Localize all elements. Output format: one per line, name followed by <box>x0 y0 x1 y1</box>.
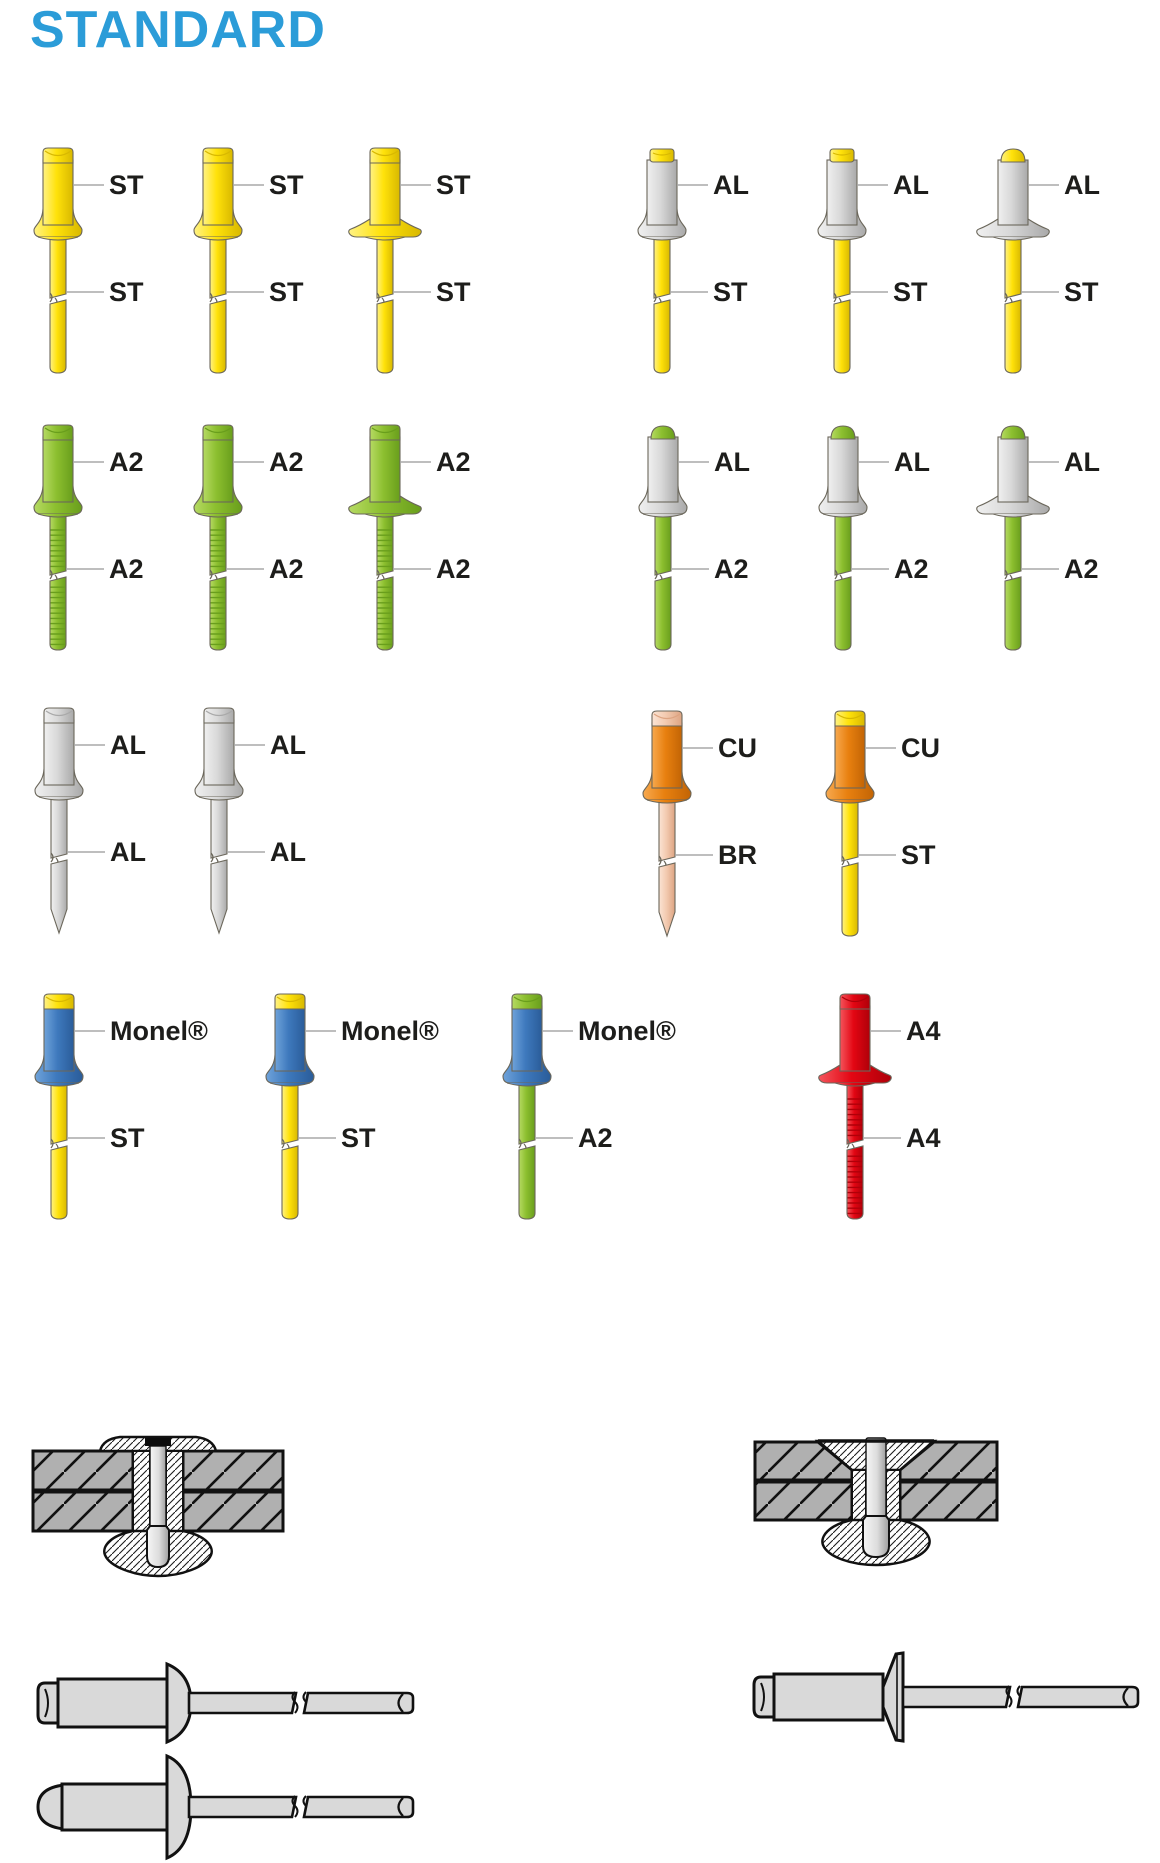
rivet-body <box>648 437 678 502</box>
rivet-body <box>998 437 1028 502</box>
rivet-stem-end <box>210 300 226 373</box>
mandrel-head-dome <box>1001 149 1025 162</box>
flange-lip <box>39 1083 79 1086</box>
material-label-body: AL <box>110 730 146 760</box>
rivet-AL-ST <box>818 149 929 373</box>
rivet-stem <box>842 796 858 861</box>
flange-lip <box>39 797 79 800</box>
rivet-A2-A2 <box>194 425 304 650</box>
rivet-body-side <box>62 1784 167 1830</box>
rivet-body <box>44 1006 74 1071</box>
material-label-stem: ST <box>713 277 748 307</box>
mandrel-stem-side <box>304 1693 413 1713</box>
rivet-sleeve-section <box>852 1470 866 1520</box>
rivet-stem-end <box>655 577 671 650</box>
flange-lip <box>198 237 238 240</box>
rivet-body <box>835 723 865 788</box>
rivet-body <box>204 720 234 785</box>
mandrel-head-dome <box>651 426 675 439</box>
rivet-stem <box>655 510 671 575</box>
plate-hatch <box>183 1451 283 1490</box>
mandrel-stem-side <box>903 1687 1010 1707</box>
page-title: STANDARD <box>30 1 326 59</box>
flange-lip <box>643 514 683 517</box>
material-label-stem: A2 <box>894 554 929 584</box>
material-label-body: ST <box>269 170 304 200</box>
side-view-dome-head-large-flange <box>38 1756 413 1858</box>
rivet-A2-A2 <box>34 425 144 650</box>
rivet-stem-end <box>282 1146 298 1219</box>
rivet-stem <box>659 796 675 861</box>
mandrel-head-side <box>38 1785 64 1829</box>
rivet-AL-AL <box>195 708 306 933</box>
rivet-sleeve-section <box>166 1451 183 1531</box>
rivet-stem <box>377 233 393 298</box>
rivet-stem-end <box>51 860 67 933</box>
material-label-body: A2 <box>269 447 304 477</box>
material-label-body: Monel® <box>341 1016 439 1046</box>
flange-dome-side <box>167 1756 191 1858</box>
rivet-stem-end <box>211 860 227 933</box>
material-label-stem: A4 <box>906 1123 941 1153</box>
rivet-AL-A2 <box>977 426 1100 650</box>
material-label-body: A2 <box>436 447 471 477</box>
mandrel-head-section <box>147 1526 169 1567</box>
rivet-stem <box>654 233 670 298</box>
plate-hatch <box>183 1492 283 1531</box>
rivet-AL-ST <box>638 149 749 373</box>
cross-section-dome-head <box>33 1437 283 1576</box>
rivet-Monel-A2 <box>503 994 676 1219</box>
rivet-body <box>840 1006 870 1071</box>
flange-lip <box>270 1083 310 1086</box>
mandrel-stem-side <box>189 1797 296 1817</box>
material-label-body: ST <box>436 170 471 200</box>
flange-lip <box>830 800 870 803</box>
flange-lip <box>835 1083 875 1086</box>
material-label-body: A4 <box>906 1016 941 1046</box>
rivet-AL-ST <box>977 149 1100 373</box>
rivet-body <box>828 437 858 502</box>
material-label-body: AL <box>713 170 749 200</box>
material-label-stem: ST <box>901 840 936 870</box>
material-label-body: AL <box>894 447 930 477</box>
flange-lip <box>647 800 687 803</box>
material-label-body: ST <box>109 170 144 200</box>
material-label-stem: AL <box>110 837 146 867</box>
material-label-body: AL <box>270 730 306 760</box>
flange-lip <box>823 514 863 517</box>
material-label-body: AL <box>714 447 750 477</box>
flange-countersunk-side <box>883 1653 903 1741</box>
mandrel-stem-section <box>866 1438 886 1516</box>
rivet-body <box>44 720 74 785</box>
rivet-body <box>370 437 400 502</box>
rivet-CU-BR <box>643 711 757 936</box>
rivet-sleeve-section <box>886 1470 900 1520</box>
rivet-ST-ST <box>34 148 144 373</box>
plate-hatch <box>755 1482 852 1520</box>
material-label-stem: ST <box>893 277 928 307</box>
rivet-stem <box>834 233 850 298</box>
rivet-stem-end <box>519 1146 535 1219</box>
rivet-stem-end <box>51 1146 67 1219</box>
rivet-stem <box>519 1079 535 1144</box>
rivet-stem-end <box>1005 300 1021 373</box>
rivet-stem <box>51 1079 67 1144</box>
material-label-stem: A2 <box>269 554 304 584</box>
rivet-body <box>998 160 1028 225</box>
rivet-stem <box>211 793 227 858</box>
flange-lip <box>38 514 78 517</box>
rivet-body <box>203 437 233 502</box>
rivet-ST-ST <box>349 148 471 373</box>
material-label-stem: ST <box>110 1123 145 1153</box>
material-label-body: AL <box>1064 170 1100 200</box>
flange-lip <box>507 1083 547 1086</box>
material-label-stem: A2 <box>436 554 471 584</box>
side-view-countersunk-head <box>754 1653 1138 1741</box>
material-label-stem: ST <box>109 277 144 307</box>
flange-lip <box>365 237 405 240</box>
mandrel-head-dome <box>831 426 855 439</box>
rivet-CU-ST <box>826 711 940 936</box>
rivet-body <box>43 437 73 502</box>
plate-hatch <box>900 1482 997 1520</box>
rivet-stem <box>377 510 393 575</box>
rivet-stem-end <box>835 577 851 650</box>
rivet-stem <box>50 510 66 575</box>
material-label-stem: ST <box>1064 277 1099 307</box>
flange-lip <box>993 237 1033 240</box>
material-label-stem: BR <box>718 840 757 870</box>
material-label-body: A2 <box>109 447 144 477</box>
rivet-body-side <box>774 1674 883 1720</box>
rivet-AL-AL <box>35 708 146 933</box>
rivet-body <box>647 160 677 225</box>
material-label-body: Monel® <box>578 1016 676 1046</box>
rivet-AL-A2 <box>819 426 930 650</box>
rivet-stem <box>1005 510 1021 575</box>
material-label-body: AL <box>893 170 929 200</box>
mandrel-stem-side <box>304 1797 413 1817</box>
rivet-stem <box>282 1079 298 1144</box>
rivet-stem-end <box>1005 577 1021 650</box>
flange-lip <box>365 514 405 517</box>
rivet-AL-A2 <box>639 426 750 650</box>
rivet-Monel-ST <box>266 994 439 1219</box>
rivet-stem <box>847 1079 863 1144</box>
material-label-body: AL <box>1064 447 1100 477</box>
material-label-stem: AL <box>270 837 306 867</box>
rivet-A2-A2 <box>349 425 471 650</box>
material-label-body: Monel® <box>110 1016 208 1046</box>
rivet-sleeve-section <box>133 1451 150 1531</box>
flange-lip <box>38 237 78 240</box>
flange-lip <box>198 514 238 517</box>
rivet-body <box>512 1006 542 1071</box>
rivet-stem <box>1005 233 1021 298</box>
flange-dome-side <box>167 1664 191 1742</box>
rivet-stem-end <box>654 300 670 373</box>
rivet-stem-end <box>834 300 850 373</box>
rivet-stem-end <box>50 300 66 373</box>
rivet-body <box>370 160 400 225</box>
flange-lip <box>642 237 682 240</box>
cross-section-countersunk <box>755 1438 997 1565</box>
mandrel-head-dome <box>1001 426 1025 439</box>
material-label-body: CU <box>718 733 757 763</box>
mandrel-stem-side <box>1018 1687 1138 1707</box>
rivet-body-side <box>58 1679 167 1727</box>
flange-lip <box>199 797 239 800</box>
rivet-stem-end <box>842 863 858 936</box>
plate-hatch <box>33 1451 133 1490</box>
plate-hatch <box>33 1492 133 1531</box>
material-label-stem: ST <box>436 277 471 307</box>
rivet-stem <box>210 510 226 575</box>
mandrel-stem-section <box>150 1446 166 1526</box>
rivet-stem-end <box>377 300 393 373</box>
material-label-stem: A2 <box>109 554 144 584</box>
rivet-body <box>827 160 857 225</box>
material-label-stem: A2 <box>578 1123 613 1153</box>
rivet-stem <box>210 233 226 298</box>
material-label-stem: ST <box>269 277 304 307</box>
rivet-stem-end <box>659 863 675 936</box>
rivet-Monel-ST <box>35 994 208 1219</box>
mandrel-stem-side <box>189 1693 296 1713</box>
side-view-flat-head-large-flange <box>38 1664 413 1742</box>
material-label-body: CU <box>901 733 940 763</box>
material-label-stem: A2 <box>714 554 749 584</box>
rivet-stem <box>51 793 67 858</box>
rivet-ST-ST <box>194 148 304 373</box>
rivet-stem <box>50 233 66 298</box>
material-label-stem: ST <box>341 1123 376 1153</box>
flange-lip <box>993 514 1033 517</box>
rivet-body <box>43 160 73 225</box>
flange-lip <box>822 237 862 240</box>
rivet-A4-A4 <box>819 994 941 1219</box>
mandrel-break-top <box>145 1438 171 1446</box>
rivet-body <box>203 160 233 225</box>
mandrel-head-section <box>863 1516 889 1557</box>
material-label-stem: A2 <box>1064 554 1099 584</box>
rivet-body <box>652 723 682 788</box>
rivet-stem <box>835 510 851 575</box>
rivet-body <box>275 1006 305 1071</box>
